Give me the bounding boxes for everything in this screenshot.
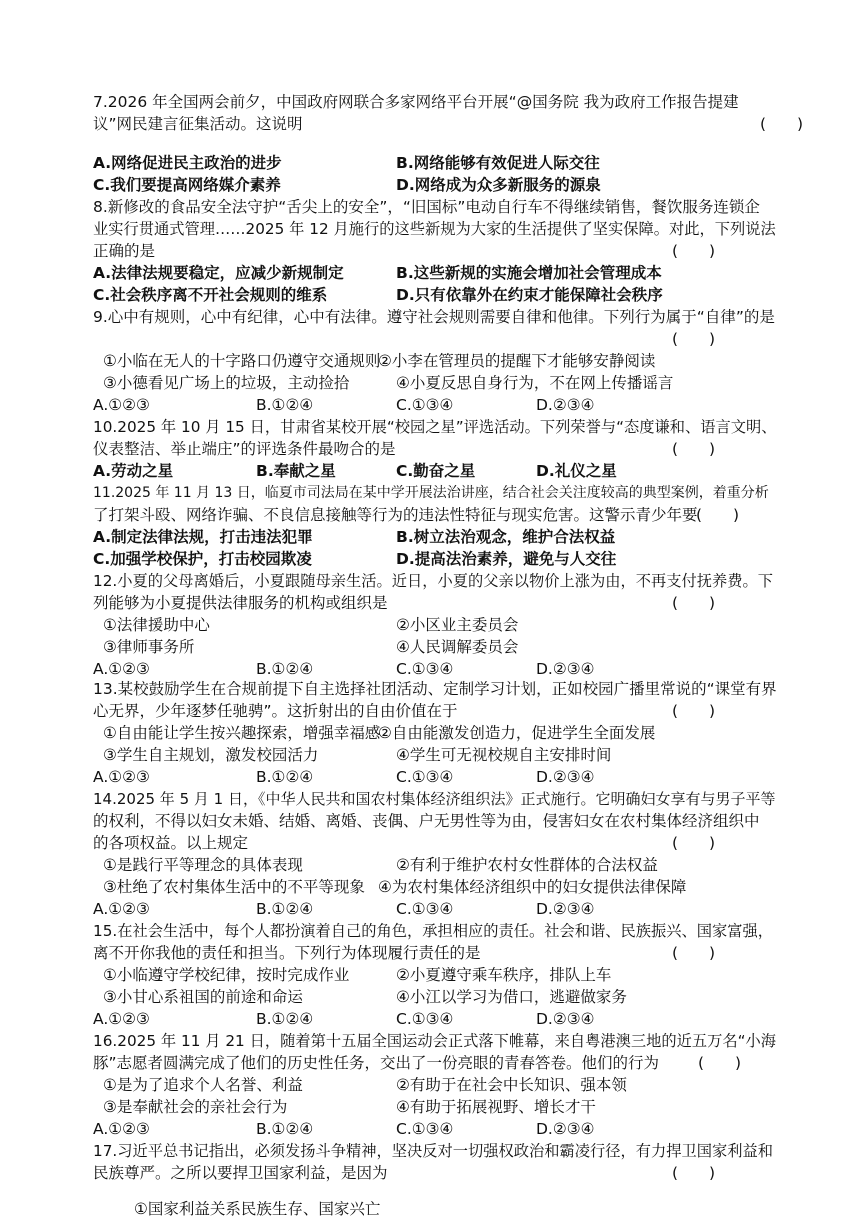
question-8-line-1: 8.新修改的食品安全法守护“舌尖上的安全”，“旧国标”电动自行车不得继续销售，餐饮服务连锁企: [93, 198, 760, 216]
question-11-line-1: 11.2025 年 11 月 13 日，临夏市司法局在某中学开展法治讲座，结合社会关注度较高的典型案例，着重分析: [93, 485, 769, 501]
question-14-option-c: C.①③④: [396, 900, 454, 918]
question-11-answer-blank[interactable]: ( ): [696, 506, 740, 524]
question-12-line-1: 12.小夏的父母离婚后，小夏跟随母亲生活。近日，小夏的父亲以物价上涨为由，不再支付抚养费。下: [93, 572, 774, 590]
question-14-line-3: 的各项权益。以上规定: [93, 834, 249, 852]
question-16-option-b: B.①②④: [256, 1120, 314, 1138]
question-16-option-a: A.①②③: [93, 1120, 150, 1138]
question-12-option-c: C.①③④: [396, 660, 454, 678]
question-16-answer-blank[interactable]: ( ): [698, 1054, 742, 1072]
question-14-item-4: ④为农村集体经济组织中的妇女提供法律保障: [378, 878, 687, 896]
question-15-option-d: D.②③④: [536, 1010, 595, 1028]
question-13-line-1: 13.某校鼓励学生在合规前提下自主选择社团活动、定制学习计划，正如校园广播里常说的“课堂有界: [93, 680, 777, 698]
question-10-option-a: A.劳动之星: [93, 462, 174, 480]
question-12-item-3: ③律师事务所: [103, 638, 195, 656]
question-13-option-a: A.①②③: [93, 768, 150, 786]
question-15-answer-blank[interactable]: ( ): [672, 944, 716, 962]
question-16-line-2: 豚”志愿者圆满完成了他们的历史性任务，交出了一份亮眼的青春答卷。他们的行为: [93, 1054, 660, 1072]
question-13-item-4: ④学生可无视校规自主安排时间: [396, 746, 612, 764]
question-15-option-b: B.①②④: [256, 1010, 314, 1028]
question-10-option-c: C.勤奋之星: [396, 462, 476, 480]
question-11-option-a: A.制定法律法规，打击违法犯罪: [93, 528, 313, 546]
question-8-option-a: A.法律法规要稳定，应减少新规制定: [93, 264, 344, 282]
question-9-answer-blank[interactable]: ( ): [672, 330, 716, 348]
question-14-option-a: A.①②③: [93, 900, 150, 918]
question-9-item-2: ②小李在管理员的提醒下才能够安静阅读: [378, 352, 656, 370]
question-14-item-2: ②有利于维护农村女性群体的合法权益: [396, 856, 658, 874]
question-14-item-3: ③杜绝了农村集体生活中的不平等现象: [103, 878, 365, 896]
question-12-line-2: 列能够为小夏提供法律服务的机构或组织是: [93, 594, 388, 612]
question-13-answer-blank[interactable]: ( ): [672, 702, 716, 720]
question-8-option-d: D.只有依靠外在约束才能保障社会秩序: [396, 286, 663, 304]
question-13-option-c: C.①③④: [396, 768, 454, 786]
question-15-line-1: 15.在社会生活中，每个人都扮演着自己的角色，承担相应的责任。社会和谐、民族振兴、国家富强，: [93, 922, 774, 940]
question-15-option-a: A.①②③: [93, 1010, 150, 1028]
question-16-item-4: ④有助于拓展视野、增长才干: [396, 1098, 596, 1116]
question-16-item-3: ③是奉献社会的亲社会行为: [103, 1098, 288, 1116]
question-15-item-3: ③小甘心系祖国的前途和命运: [103, 988, 303, 1006]
question-13-line-2: 心无界，少年逐梦任驰骋”。这折射出的自由价值在于: [93, 702, 458, 720]
question-7-option-c: C.我们要提高网络媒介素养: [93, 176, 281, 194]
question-12-answer-blank[interactable]: ( ): [672, 594, 716, 612]
question-12-option-a: A.①②③: [93, 660, 150, 678]
question-7-answer-blank[interactable]: ( ): [760, 115, 804, 133]
question-13-item-2: ②自由能激发创造力，促进学生全面发展: [378, 724, 656, 742]
question-14-line-2: 的权利，不得以妇女未婚、结婚、离婚、丧偶、户无男性等为由，侵害妇女在农村集体经济组织中: [93, 812, 760, 830]
question-10-option-b: B.奉献之星: [256, 462, 336, 480]
question-9-item-4: ④小夏反思自身行为，不在网上传播谣言: [396, 374, 674, 392]
question-9-option-c: C.①③④: [396, 396, 454, 414]
question-15-option-c: C.①③④: [396, 1010, 454, 1028]
question-9-option-d: D.②③④: [536, 396, 595, 414]
question-14-option-d: D.②③④: [536, 900, 595, 918]
question-8-option-b: B.这些新规的实施会增加社会管理成本: [396, 264, 662, 282]
question-7-option-d: D.网络成为众多新服务的源泉: [396, 176, 601, 194]
question-9-option-a: A.①②③: [93, 396, 150, 414]
question-12-item-2: ②小区业主委员会: [396, 616, 519, 634]
question-16-line-1: 16.2025 年 11 月 21 日，随着第十五届全国运动会正式落下帷幕，来自粤港澳三地的近五万名“小海: [93, 1032, 777, 1050]
question-8-option-c: C.社会秩序离不开社会规则的维系: [93, 286, 328, 304]
question-16-option-c: C.①③④: [396, 1120, 454, 1138]
question-8-line-2: 业实行贯通式管理……2025 年 12 月施行的这些新规为大家的生活提供了坚实保障。对此，下列说法: [93, 220, 776, 238]
question-16-option-d: D.②③④: [536, 1120, 595, 1138]
question-14-line-1: 14.2025 年 5 月 1 日，《中华人民共和国农村集体经济组织法》正式施行。它明确妇女享有与男子平等: [93, 790, 776, 808]
question-17-answer-blank[interactable]: ( ): [672, 1164, 716, 1182]
question-7-option-b: B.网络能够有效促进人际交往: [396, 154, 600, 172]
question-11-line-2: 了打架斗殴、网络诈骗、不良信息接触等行为的违法性特征与现实危害。这警示青少年要: [93, 506, 698, 524]
question-9-option-b: B.①②④: [256, 396, 314, 414]
question-17-line-1: 17.习近平总书记指出，必须发扬斗争精神，坚决反对一切强权政治和霸凌行径，有力捍卫国家利益和: [93, 1142, 774, 1160]
question-12-item-4: ④人民调解委员会: [396, 638, 519, 656]
question-13-item-3: ③学生自主规划，激发校园活力: [103, 746, 319, 764]
question-17-line-2: 民族尊严。之所以要捍卫国家利益，是因为: [93, 1164, 388, 1182]
question-16-item-2: ②有助于在社会中长知识、强本领: [396, 1076, 627, 1094]
question-9-item-3: ③小德看见广场上的垃圾，主动捡拾: [103, 374, 350, 392]
question-14-option-b: B.①②④: [256, 900, 314, 918]
question-15-item-1: ①小临遵守学校纪律，按时完成作业: [103, 966, 350, 984]
question-13-option-d: D.②③④: [536, 768, 595, 786]
question-14-item-1: ①是践行平等理念的具体表现: [103, 856, 303, 874]
question-10-option-d: D.礼仪之星: [536, 462, 617, 480]
question-10-line-1: 10.2025 年 10 月 15 日，甘肃省某校开展“校园之星”评选活动。下列荣誉与“态度谦和、语言文明、: [93, 418, 777, 436]
question-12-option-b: B.①②④: [256, 660, 314, 678]
question-15-item-2: ②小夏遵守乘车秩序，排队上车: [396, 966, 612, 984]
question-13-option-b: B.①②④: [256, 768, 314, 786]
question-10-answer-blank[interactable]: ( ): [672, 440, 716, 458]
question-12-option-d: D.②③④: [536, 660, 595, 678]
question-9-item-1: ①小临在无人的十字路口仍遵守交通规则: [103, 352, 381, 370]
question-13-item-1: ①自由能让学生按兴趣探索，增强幸福感: [103, 724, 381, 742]
question-15-item-4: ④小江以学习为借口，逃避做家务: [396, 988, 627, 1006]
question-17-item-1: ①国家利益关系民族生存、国家兴亡: [134, 1200, 381, 1218]
question-12-item-1: ①法律援助中心: [103, 616, 210, 634]
question-11-option-c: C.加强学校保护，打击校园欺凌: [93, 550, 312, 568]
question-7-line-2: 议”网民建言征集活动。这说明: [93, 115, 303, 133]
question-9-line-1: 9.心中有规则，心中有纪律，心中有法律。遵守社会规则需要自律和他律。下列行为属于“自律”的是: [93, 308, 775, 326]
question-7-line-1: 7.2026 年全国两会前夕，中国政府网联合多家网络平台开展“@国务院 我为政府工作报告提建: [93, 93, 739, 111]
question-8-answer-blank[interactable]: ( ): [672, 242, 716, 260]
question-10-line-2: 仪表整洁、举止端庄”的评选条件最吻合的是: [93, 440, 396, 458]
question-8-line-3: 正确的是: [93, 242, 156, 260]
question-11-option-d: D.提高法治素养，避免与人交往: [396, 550, 617, 568]
question-11-option-b: B.树立法治观念，维护合法权益: [396, 528, 616, 546]
question-16-item-1: ①是为了追求个人名誉、利益: [103, 1076, 303, 1094]
question-7-option-a: A.网络促进民主政治的进步: [93, 154, 282, 172]
question-14-answer-blank[interactable]: ( ): [672, 834, 716, 852]
question-15-line-2: 离不开你我他的责任和担当。下列行为体现履行责任的是: [93, 944, 481, 962]
